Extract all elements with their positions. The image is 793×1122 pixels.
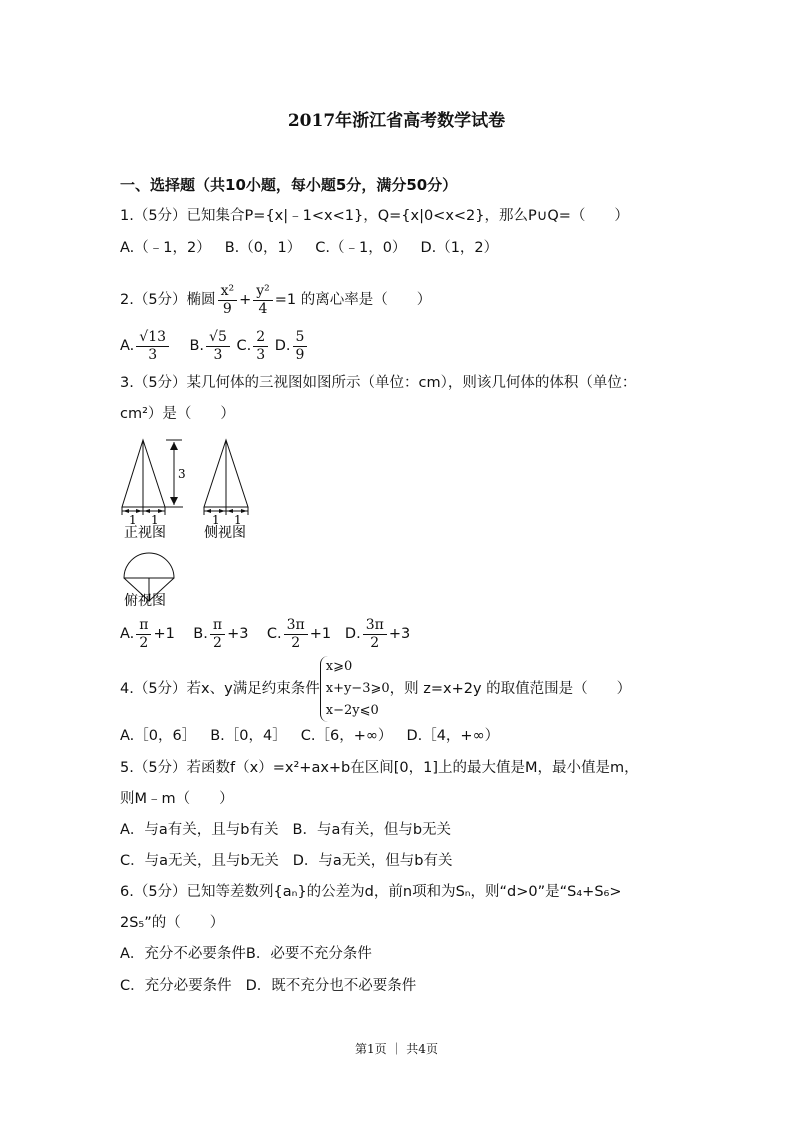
q2-prefix: 2.（5分）椭圆 (120, 292, 216, 308)
page-title: 2017年浙江省高考数学试卷 (287, 111, 506, 131)
option-d: D. $\frac{5}{9}$ (275, 338, 310, 354)
option-b: B. $\frac{√5}{3}$ (189, 338, 231, 354)
q1-options (120, 238, 512, 258)
q5-options-cd (120, 851, 452, 871)
side-view-label: 侧视图 (204, 525, 246, 541)
question-2: 2.（5分）椭圆 $\frac{\text{x²}}{9}$ + $\frac{\text{y²}}{4}$ =1 的离心率是（ ） (120, 282, 432, 317)
option-b: B.（0，1） (224, 240, 302, 256)
q2-options (120, 326, 309, 366)
svg-text:1: 1 (234, 513, 242, 527)
question-1: 1.（5分）已知集合P={x|﹣1<x<1}，Q={x|0<x<2}，那么P∪Q=（ ） (120, 208, 629, 224)
question-3-line1: 3.（5分）某几何体的三视图如图所示（单位：cm），则该几何体的体积（单位： (120, 375, 637, 391)
q5-options-ab (120, 820, 451, 840)
option-a: A．充分不必要条件 (120, 946, 246, 962)
option-a: A.［0，6］ (120, 728, 197, 744)
front-view-label: 正视图 (124, 525, 166, 541)
option-c: C.［6，+∞） (300, 728, 393, 744)
option-b: B. $\frac{\pi}{2}$ +3 (193, 616, 249, 651)
option-c: C.（﹣1，0） (315, 240, 407, 256)
q6-options-cd (120, 976, 416, 996)
option-d: D. $\frac{3\pi}{2}$ +3 (344, 616, 411, 651)
height-label: 3 (178, 467, 186, 481)
option-b: B．与a有关，但与b无关 (292, 822, 452, 838)
option-c: C．充分必要条件 (120, 978, 232, 994)
option-a: A. $\frac{\pi}{2}$ +1 (120, 616, 175, 651)
option-a: A.（﹣1，2） (120, 240, 211, 256)
section-heading: 一、选择题（共10小题，每小题5分，满分50分） (120, 176, 458, 194)
fraction: $\frac{\text{y²}}{4}$ (253, 283, 273, 318)
page-footer: 第1页 ｜ 共4页 (355, 1042, 438, 1056)
option-c: C. $\frac{2}{3}$ (236, 338, 270, 354)
top-view-label: 俯视图 (124, 593, 166, 609)
question-3-line2: cm²）是（ ） (120, 406, 235, 422)
q3-options (120, 614, 410, 654)
question-5-line1: 5.（5分）若函数f（x）=x²+ax+b在区间[0，1]上的最大值是M，最小值是m， (120, 760, 639, 776)
q4-options (120, 726, 513, 746)
question-6-line1: 6.（5分）已知等差数列{aₙ}的公差为d，前n项和为Sₙ，则“d>0”是“S₄+S₆> (120, 884, 622, 900)
q6-options-ab (120, 944, 372, 964)
svg-text:1: 1 (212, 513, 220, 527)
question-6-line2: 2S₅”的（ ） (120, 915, 225, 931)
question-5-line2: 则M﹣m（ ） (120, 791, 234, 807)
option-c: C. $\frac{3\pi}{2}$ +1 (266, 616, 332, 651)
option-d: D．与a无关，但与b有关 (292, 853, 453, 869)
option-b: B.［0，4］ (210, 728, 287, 744)
constraint-system: x⩾0 x+y−3⩾0 x−2y⩽0 (320, 656, 390, 722)
option-b: B．必要不充分条件 (245, 946, 372, 962)
option-a: A. $\frac{√13}{3}$ (120, 338, 171, 354)
option-d: D.［4，+∞） (406, 728, 500, 744)
fraction: $\frac{\text{x²}}{9}$ (218, 283, 238, 318)
option-a: A．与a有关，且与b有关 (120, 822, 279, 838)
question-4: 4.（5分）若x、y满足约束条件x⩾0 x+y−3⩾0 x−2y⩽0，则 z=x+2y 的取值范围是（ ） (120, 654, 631, 724)
option-d: D.（1，2） (420, 240, 499, 256)
three-view-figure (118, 436, 278, 611)
option-d: D．既不充分也不必要条件 (245, 978, 417, 994)
svg-text:1: 1 (151, 513, 159, 527)
svg-text:1: 1 (129, 513, 137, 527)
option-c: C．与a无关，且与b无关 (120, 853, 279, 869)
q2-suffix: =1 的离心率是（ ） (274, 292, 432, 308)
